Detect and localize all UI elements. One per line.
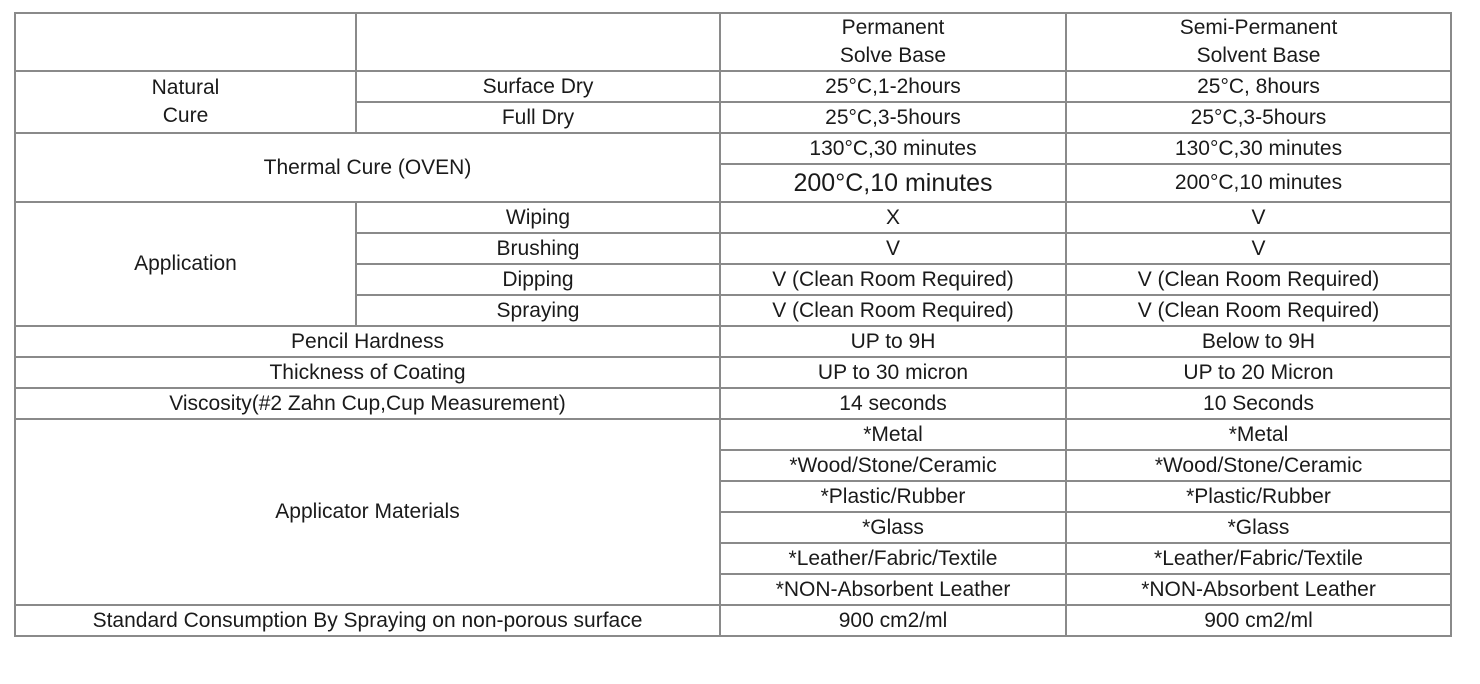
full-dry-semi: 25°C,3-5hours [1066, 102, 1451, 133]
dipping-permanent: V (Clean Room Required) [720, 264, 1066, 295]
applicator-non-absorbent-permanent: *NON-Absorbent Leather [720, 574, 1066, 605]
consumption-label: Standard Consumption By Spraying on non-porous surface [15, 605, 720, 636]
pencil-hardness-label: Pencil Hardness [15, 326, 720, 357]
applicator-glass-semi: *Glass [1066, 512, 1451, 543]
header-row [15, 13, 1451, 71]
brushing-semi: V [1066, 233, 1451, 264]
applicator-row-metal [15, 419, 1451, 450]
application-row-wiping [15, 202, 1451, 233]
surface-dry-semi: 25°C, 8hours [1066, 71, 1451, 102]
thermal-130-semi: 130°C,30 minutes [1066, 133, 1451, 164]
full-dry-permanent: 25°C,3-5hours [720, 102, 1066, 133]
thermal-cure-label: Thermal Cure (OVEN) [15, 133, 720, 202]
spec-table [14, 12, 1452, 637]
applicator-glass-permanent: *Glass [720, 512, 1066, 543]
pencil-hardness-semi: Below to 9H [1066, 326, 1451, 357]
applicator-leather-permanent: *Leather/Fabric/Textile [720, 543, 1066, 574]
applicator-leather-semi: *Leather/Fabric/Textile [1066, 543, 1451, 574]
natural-cure-label [15, 71, 356, 133]
thermal-200-permanent: 200°C,10 minutes [720, 164, 1066, 202]
wiping-label: Wiping [356, 202, 720, 233]
applicator-plastic-permanent: *Plastic/Rubber [720, 481, 1066, 512]
wiping-permanent: X [720, 202, 1066, 233]
viscosity-row [15, 388, 1451, 419]
applicator-plastic-semi: *Plastic/Rubber [1066, 481, 1451, 512]
applicator-wood-permanent: *Wood/Stone/Ceramic [720, 450, 1066, 481]
thickness-label: Thickness of Coating [15, 357, 720, 388]
thermal-cure-row-1 [15, 133, 1451, 164]
applicator-metal-permanent: *Metal [720, 419, 1066, 450]
full-dry-label: Full Dry [356, 102, 720, 133]
applicator-metal-semi: *Metal [1066, 419, 1451, 450]
viscosity-label: Viscosity(#2 Zahn Cup,Cup Measurement) [15, 388, 720, 419]
applicator-non-absorbent-semi: *NON-Absorbent Leather [1066, 574, 1451, 605]
dipping-semi: V (Clean Room Required) [1066, 264, 1451, 295]
spraying-permanent: V (Clean Room Required) [720, 295, 1066, 326]
viscosity-permanent: 14 seconds [720, 388, 1066, 419]
applicator-label: Applicator Materials [15, 419, 720, 605]
header-semi-permanent [1066, 13, 1451, 71]
thickness-semi: UP to 20 Micron [1066, 357, 1451, 388]
surface-dry-label: Surface Dry [356, 71, 720, 102]
pencil-hardness-row [15, 326, 1451, 357]
header-permanent-text: Permanent Solve Base [839, 16, 947, 67]
applicator-wood-semi: *Wood/Stone/Ceramic [1066, 450, 1451, 481]
brushing-label: Brushing [356, 233, 720, 264]
pencil-hardness-permanent: UP to 9H [720, 326, 1066, 357]
consumption-row [15, 605, 1451, 636]
consumption-semi: 900 cm2/ml [1066, 605, 1451, 636]
wiping-semi: V [1066, 202, 1451, 233]
application-label: Application [15, 202, 356, 326]
dipping-label: Dipping [356, 264, 720, 295]
consumption-permanent: 900 cm2/ml [720, 605, 1066, 636]
spraying-label: Spraying [356, 295, 720, 326]
header-empty-cell-2 [356, 13, 720, 71]
brushing-permanent: V [720, 233, 1066, 264]
thickness-permanent: UP to 30 micron [720, 357, 1066, 388]
spraying-semi: V (Clean Room Required) [1066, 295, 1451, 326]
thickness-row [15, 357, 1451, 388]
natural-cure-row-surface-dry [15, 71, 1451, 102]
viscosity-semi: 10 Seconds [1066, 388, 1451, 419]
thermal-200-semi: 200°C,10 minutes [1066, 164, 1451, 202]
header-permanent [720, 13, 1066, 71]
thermal-130-permanent: 130°C,30 minutes [720, 133, 1066, 164]
surface-dry-permanent: 25°C,1-2hours [720, 71, 1066, 102]
header-semi-text: Semi-Permanent Solvent Base [1179, 16, 1338, 67]
natural-cure-label-text: Natural Cure [151, 76, 220, 127]
header-empty-cell-1 [15, 13, 356, 71]
